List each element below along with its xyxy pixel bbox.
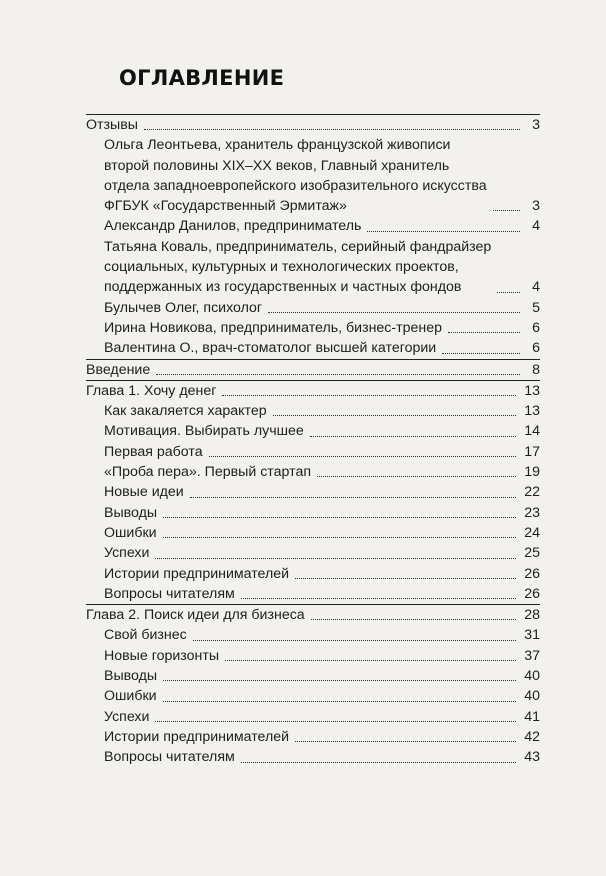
toc-page-number: 4 [532, 279, 540, 296]
toc-subentry[interactable] [86, 625, 540, 645]
dot-leader [163, 516, 516, 518]
toc-entry-label: Свой бизнес [104, 627, 187, 644]
toc-entry-label: Выводы [104, 668, 158, 685]
toc-page-number: 22 [524, 484, 540, 501]
dot-leader [311, 618, 517, 620]
toc-entry-label: Успехи [104, 545, 150, 562]
dot-leader [209, 455, 517, 457]
toc-page-number: 23 [524, 504, 540, 521]
toc-entry-label: Успехи [104, 708, 150, 725]
toc-subentry[interactable] [86, 401, 540, 421]
page-title: ОГЛАВЛЕНИЕ [119, 66, 285, 90]
toc-page-number: 4 [532, 218, 540, 235]
dot-leader [273, 414, 517, 416]
dot-leader [163, 679, 516, 681]
toc-subentry[interactable] [86, 298, 540, 318]
toc-subentry[interactable] [86, 646, 540, 666]
toc-entry-label: Ирина Новикова, предприниматель, бизнес-тренер [104, 319, 443, 336]
dot-leader [497, 291, 520, 293]
dot-leader [156, 373, 520, 375]
dot-leader [144, 128, 520, 130]
dot-leader [295, 740, 516, 742]
toc-page-number: 26 [524, 585, 540, 602]
toc-entry-label: Булычев Олег, психолог [104, 299, 263, 316]
toc-subentry[interactable] [86, 564, 540, 584]
toc-subentry[interactable] [86, 462, 540, 482]
toc-entry-label: Валентина О., врач-стоматолог высшей категории [104, 340, 437, 357]
toc-subentry[interactable] [86, 707, 540, 727]
toc-section-entry[interactable] [86, 360, 540, 380]
dot-leader [367, 230, 520, 232]
toc-subentry[interactable] [86, 237, 540, 298]
toc-subentry[interactable] [86, 727, 540, 747]
dot-leader [442, 352, 520, 354]
toc-subentry[interactable] [86, 503, 540, 523]
toc-entry-label: Новые идеи [104, 484, 184, 501]
dot-leader [222, 394, 516, 396]
toc-page-number: 3 [532, 198, 540, 215]
toc-page-number: 40 [524, 688, 540, 705]
toc-page-number: 43 [524, 749, 540, 766]
dot-leader [241, 597, 516, 599]
toc-page-number: 13 [524, 403, 540, 420]
toc-entry-label: Мотивация. Выбирать лучшее [104, 423, 304, 440]
toc-subentry[interactable] [86, 135, 540, 216]
toc-subentry[interactable] [86, 421, 540, 441]
toc-entry-label: Истории предпринимателей [104, 728, 290, 745]
dot-leader [155, 557, 516, 559]
toc-page-number: 42 [524, 728, 540, 745]
toc-section-entry[interactable] [86, 115, 540, 135]
toc-subentry[interactable] [86, 584, 540, 604]
toc-page-number: 26 [524, 565, 540, 582]
dot-leader [155, 720, 516, 722]
toc-subentry[interactable] [86, 666, 540, 686]
dot-leader [190, 496, 516, 498]
toc-entry-label: Глава 1. Хочу денег [86, 382, 217, 399]
toc-entry-label: «Проба пера». Первый стартап [104, 464, 312, 481]
toc-page-number: 6 [532, 340, 540, 357]
dot-leader [193, 639, 516, 641]
toc-page-number: 41 [524, 708, 540, 725]
dot-leader [268, 311, 520, 313]
toc-subentry[interactable] [86, 482, 540, 502]
toc-entry-label: Александр Данилов, предприниматель [104, 218, 362, 235]
toc-section-entry[interactable] [86, 381, 540, 401]
toc-subentry[interactable] [86, 318, 540, 338]
toc-page-number: 17 [524, 443, 540, 460]
dot-leader [163, 700, 517, 702]
toc-section-entry[interactable] [86, 605, 540, 625]
toc-entry-label: Первая работа [104, 443, 203, 460]
toc-subentry[interactable] [86, 747, 540, 767]
toc-page-number: 19 [524, 464, 540, 481]
dot-leader [493, 209, 520, 211]
dot-leader [310, 435, 516, 437]
toc-subentry[interactable] [86, 216, 540, 236]
toc-page-number: 3 [532, 117, 540, 133]
toc-entry-label: Как закаляется характер [104, 403, 267, 420]
toc-entry-label: Новые горизонты [104, 647, 220, 664]
toc-entry-label: Ошибки [104, 524, 157, 541]
toc-page-number: 25 [524, 545, 540, 562]
toc-page-number: 40 [524, 668, 540, 685]
toc-entry-label: Ольга Леонтьева, хранитель французской живописи второй половины XIX–XX веков, Главный хранитель отдела западноевропейского изобразительного искусства ФГБУК «Государственный Эрмитаж» [104, 137, 487, 215]
toc-subentry[interactable] [86, 338, 540, 358]
toc-entry-label: Ошибки [104, 688, 157, 705]
toc-entry-label: Отзывы [86, 117, 138, 133]
toc-page-number: 5 [532, 299, 540, 316]
dot-leader [241, 761, 516, 763]
toc-subentry[interactable] [86, 543, 540, 563]
toc-entry-label: Истории предпринимателей [104, 565, 290, 582]
toc-page-number: 8 [532, 361, 540, 378]
dot-leader [225, 659, 516, 661]
toc-subentry[interactable] [86, 442, 540, 462]
table-of-contents [86, 114, 540, 768]
dot-leader [295, 577, 516, 579]
toc-entry-label: Вопросы читателям [104, 585, 235, 602]
toc-page-number: 14 [524, 423, 540, 440]
toc-page-number: 24 [524, 524, 540, 541]
toc-page-number: 37 [524, 647, 540, 664]
toc-entry-label: Глава 2. Поиск идеи для бизнеса [86, 607, 305, 624]
toc-entry-label: Выводы [104, 504, 158, 521]
toc-page-number: 31 [524, 627, 540, 644]
toc-subentry[interactable] [86, 523, 540, 543]
toc-page-number: 6 [532, 319, 540, 336]
toc-page-number: 28 [524, 607, 540, 624]
dot-leader [448, 331, 520, 333]
dot-leader [163, 536, 517, 538]
dot-leader [317, 475, 516, 477]
toc-entry-label: Татьяна Коваль, предприниматель, серийный фандрайзер социальных, культурных и технологических проектов, поддержанных из государственных и частных фондов [104, 238, 492, 296]
toc-subentry[interactable] [86, 686, 540, 706]
toc-entry-label: Вопросы читателям [104, 749, 235, 766]
toc-entry-label: Введение [86, 361, 151, 378]
toc-page-number: 13 [524, 382, 540, 399]
